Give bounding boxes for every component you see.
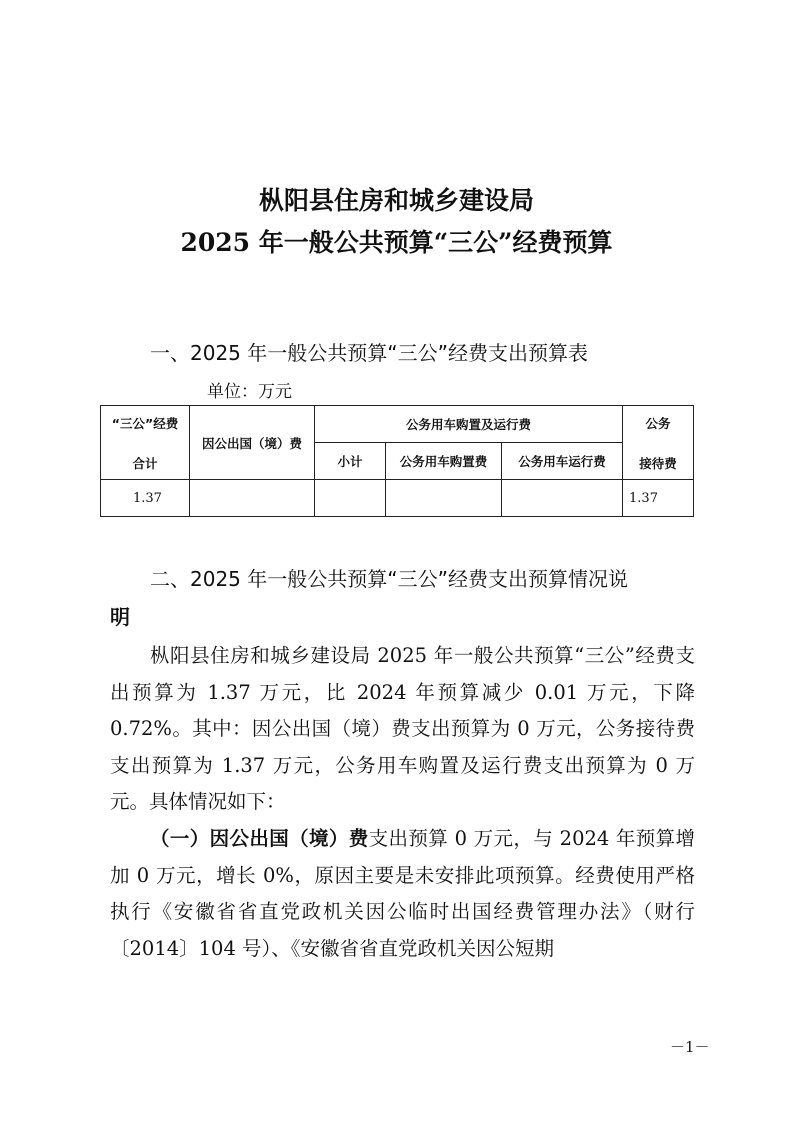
paragraph-abroad-body: 支出预算 0 万元，与 2024 年预算增加 0 万元，增长 0%，原因主要是未安排此项预算。经费使用严格执行《安徽省省直党政机关因公临时出国经费管理办法》（财行〔2014〕104 号）、《安徽省省直党政机关因公短期: [110, 827, 695, 960]
paragraph-abroad: [110, 821, 695, 967]
cell-vehicle-purchase: [386, 480, 502, 517]
header-vehicle-operation: 公务用车运行费: [502, 443, 623, 480]
header-reception-top: 公务: [645, 415, 671, 431]
table-row: [101, 480, 694, 517]
table-header-row-1: [101, 406, 694, 443]
unit-label: 单位：万元: [207, 382, 292, 402]
header-vehicle-purchase: 公务用车购置费: [386, 443, 502, 480]
cell-vehicle-operation: [502, 480, 623, 517]
paragraph-summary: 枞阳县住房和城乡建设局 2025 年一般公共预算“三公”经费支出预算为 1.37 万元，比 2024 年预算减少 0.01 万元，下降 0.72%。其中：因公出国（境）费支出预算为 0 万元，公务接待费支出预算为 1.37 万元，公务用车购置及运行费支出预算为 0 万元。具体情况如下：: [110, 644, 695, 813]
section2-heading-continued: 明: [110, 605, 130, 629]
section1-heading: 一、2025 年一般公共预算“三公”经费支出预算表: [150, 341, 588, 365]
paragraph-abroad-lead: （一）因公出国（境）费: [150, 827, 369, 850]
header-vehicle-subtotal: 小计: [315, 443, 386, 480]
header-total: [101, 406, 190, 480]
header-reception-bottom: 接待费: [639, 455, 677, 471]
document-title-line2: 2025 年一般公共预算“三公”经费预算: [180, 228, 613, 257]
cell-reception: 1.37: [623, 480, 694, 517]
section2-heading: 二、2025 年一般公共预算“三公”经费支出预算情况说: [150, 567, 628, 591]
header-abroad: 因公出国（境）费: [190, 406, 315, 480]
budget-table: [100, 405, 694, 517]
header-reception: [623, 406, 694, 480]
header-total-top: “三公”经费: [111, 415, 179, 431]
cell-abroad: [190, 480, 315, 517]
page-number: －1－: [670, 1038, 710, 1056]
document-title-line1: 枞阳县住房和城乡建设局: [258, 186, 534, 215]
cell-vehicle-subtotal: [315, 480, 386, 517]
cell-total: 1.37: [101, 480, 190, 517]
header-total-bottom: 合计: [132, 455, 158, 471]
header-vehicle-group: 公务用车购置及运行费: [315, 406, 623, 443]
